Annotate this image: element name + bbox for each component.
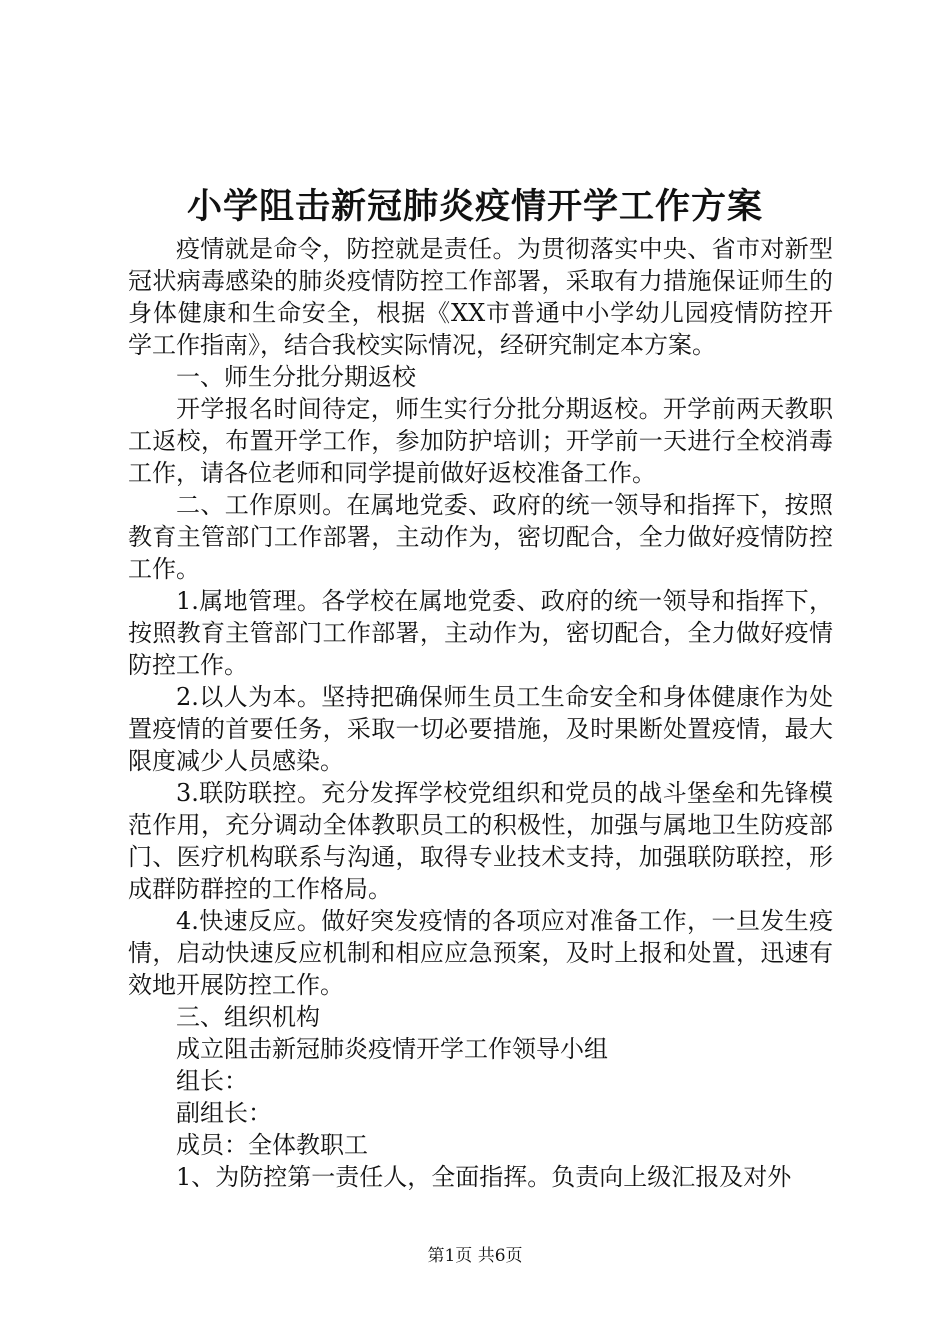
paragraph-principle-3: 3.联防联控。充分发挥学校党组织和党员的战斗堡垒和先锋模范作用，充分调动全体教职员工的积极性，加强与属地卫生防疫部门、医疗机构联系与沟通，取得专业技术支持，加强联防联控，形成群防群控的工作格局。 bbox=[128, 779, 833, 903]
paragraph-members: 成员：全体教职工 bbox=[176, 1131, 368, 1159]
paragraph-return: 开学报名时间待定，师生实行分批分期返校。开学前两天教职工返校，布置开学工作，参加防护培训；开学前一天进行全校消毒工作，请各位老师和同学提前做好返校准备工作。 bbox=[128, 395, 833, 487]
document-title: 小学阻击新冠肺炎疫情开学工作方案 bbox=[186, 186, 763, 227]
paragraph-group-leader: 组长： bbox=[176, 1067, 248, 1095]
paragraph-principle-2: 2.以人为本。坚持把确保师生员工生命安全和身体健康作为处置疫情的首要任务，采取一切必要措施，及时果断处置疫情，最大限度减少人员感染。 bbox=[128, 683, 833, 775]
paragraph-principles: 二、工作原则。在属地党委、政府的统一领导和指挥下，按照教育主管部门工作部署，主动作为，密切配合，全力做好疫情防控工作。 bbox=[128, 491, 833, 583]
paragraph-principle-4: 4.快速反应。做好突发疫情的各项应对准备工作，一旦发生疫情，启动快速反应机制和相应应急预案，及时上报和处置，迅速有效地开展防控工作。 bbox=[128, 907, 833, 999]
section-heading-organization: 三、组织机构 bbox=[176, 1003, 320, 1031]
page-footer: 第1页 共6页 bbox=[427, 1246, 523, 1266]
paragraph-intro: 疫情就是命令，防控就是责任。为贯彻落实中央、省市对新型冠状病毒感染的肺炎疫情防控工作部署，采取有力措施保证师生的身体健康和生命安全，根据《XX市普通中小学幼儿园疫情防控开学工作指南》，结合我校实际情况，经研究制定本方案。 bbox=[128, 235, 833, 359]
document-body bbox=[128, 233, 833, 1193]
paragraph-principle-1: 1.属地管理。各学校在属地党委、政府的统一领导和指挥下，按照教育主管部门工作部署，主动作为，密切配合，全力做好疫情防控工作。 bbox=[128, 587, 833, 679]
paragraph-duty-1: 1、为防控第一责任人，全面指挥。负责向上级汇报及对外 bbox=[176, 1163, 792, 1191]
paragraph-leading-group: 成立阻击新冠肺炎疫情开学工作领导小组 bbox=[176, 1035, 608, 1063]
paragraph-deputy-leader: 副组长： bbox=[176, 1099, 272, 1127]
section-heading-return: 一、师生分批分期返校 bbox=[176, 363, 416, 391]
